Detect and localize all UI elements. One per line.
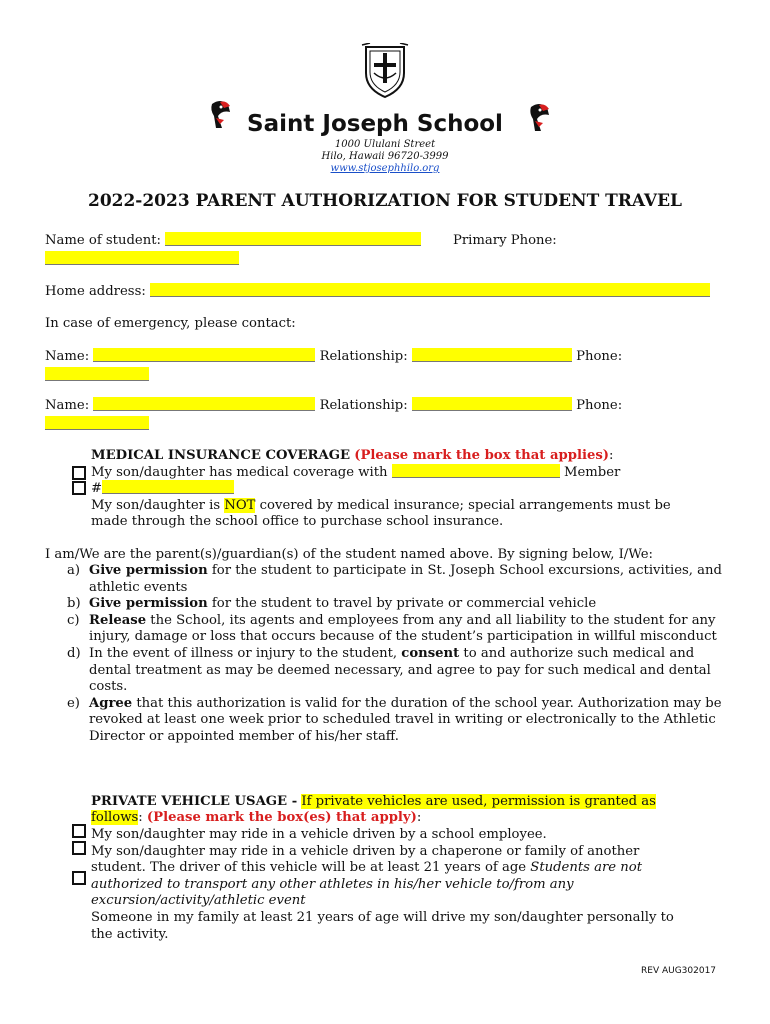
medical-heading: MEDICAL INSURANCE COVERAGE <box>91 448 351 463</box>
emergency1-relationship-field[interactable] <box>412 348 572 362</box>
student-name-field[interactable] <box>165 232 421 246</box>
home-address-label: Home address: <box>45 284 146 299</box>
home-address-field[interactable] <box>150 283 710 297</box>
vehicle-option2-line1: My son/daughter may ride in a vehicle driven by a chaperone or family of another <box>91 844 640 859</box>
emergency1-relationship-label: Relationship: <box>319 349 408 364</box>
consent-item-mark: a) <box>67 563 81 578</box>
revision-label: REV AUG302017 <box>641 966 717 976</box>
vehicle-heading: PRIVATE VEHICLE USAGE - <box>91 794 298 809</box>
medical-option2-post: covered by medical insurance; special arrangements must be <box>259 498 671 513</box>
consent-item-a <box>45 563 735 596</box>
consent-intro: I am/We are the parent(s)/guardian(s) of the student named above. By signing below, I/We: <box>45 547 653 562</box>
school-crest-logo <box>360 43 410 99</box>
emergency-intro: In case of emergency, please contact: <box>45 316 296 331</box>
vehicle-option2-line3: authorized to transport any other athletes in his/her vehicle to/from any <box>91 877 574 892</box>
no-coverage-checkbox[interactable] <box>72 481 86 495</box>
consent-item-text: that this authorization is valid for the duration of the school year. Authorization may be revoked at least one week prior to scheduled travel in writing or electronically to the Athletic Director or appointed member of his/her staff. <box>89 695 722 744</box>
medical-heading-row <box>91 447 613 464</box>
member-hash: # <box>91 481 103 496</box>
student-name-label: Name of student: <box>45 233 161 248</box>
vehicle-intro-highlight: If private vehicles are used, permission is granted as <box>301 794 656 809</box>
emergency1-name-field[interactable] <box>93 348 315 362</box>
school-city: Hilo, Hawaii 96720-3999 <box>321 151 449 162</box>
consent-item-text: for the student to participate in St. Joseph School excursions, activities, and athletic events <box>89 563 722 595</box>
chaperone-checkbox[interactable] <box>72 841 86 855</box>
school-employee-checkbox[interactable] <box>72 824 86 838</box>
medical-option2-line2: made through the school office to purchase school insurance. <box>91 514 504 529</box>
medical-instruction: (Please mark the box that applies) <box>354 448 610 463</box>
consent-item-d <box>45 646 735 696</box>
emergency1-name-label: Name: <box>45 349 90 364</box>
medical-option2-not: NOT <box>224 498 256 513</box>
primary-phone-field[interactable] <box>45 251 239 265</box>
consent-item-c <box>45 613 735 646</box>
vehicle-option3-line1: Someone in my family at least 21 years of age will drive my son/daughter personally to <box>91 910 674 925</box>
consent-item-text: to and authorize such medical and dental treatment as may be deemed necessary, and agree to pay for such medical and dental costs. <box>89 645 711 695</box>
primary-phone-label: Primary Phone: <box>453 233 557 248</box>
vehicle-colon2: : <box>416 810 422 825</box>
emergency1-phone-field[interactable] <box>45 367 149 381</box>
consent-item-mark: e) <box>67 695 80 711</box>
school-street: 1000 Ululani Street <box>334 139 436 150</box>
vehicle-option2-line2: student. The driver of this vehicle will be at least 21 years of age <box>91 860 527 875</box>
vehicle-option3-line2: the activity. <box>91 927 169 942</box>
consent-item-text: the School, its agents and employees from any and all liability to the student for any injury, damage or loss that occurs because of the student’s participation in willful misconduct <box>89 612 717 645</box>
consent-item-bold: Release <box>89 612 147 628</box>
vehicle-option2-line4: excursion/activity/athletic event <box>91 893 306 908</box>
emergency2-relationship-field[interactable] <box>412 397 572 411</box>
medical-option1-text: My son/daughter has medical coverage with <box>91 465 388 480</box>
consent-item-text: for the student to travel by private or commercial vehicle <box>207 596 597 612</box>
vehicle-colon: : <box>138 810 143 825</box>
member-number-field[interactable] <box>102 480 234 494</box>
emergency1-phone-label: Phone: <box>576 349 623 364</box>
consent-item-e <box>45 696 735 746</box>
member-label: Member <box>563 465 621 480</box>
school-website-link[interactable]: www.stjosephhilo.org <box>330 163 440 174</box>
consent-item-mark: b) <box>67 596 81 612</box>
consent-item-pre: In the event of illness or injury to the student, <box>89 645 402 661</box>
insurance-provider-field[interactable] <box>392 464 560 478</box>
emergency2-phone-field[interactable] <box>45 416 149 430</box>
vehicle-option1: My son/daughter may ride in a vehicle driven by a school employee. <box>91 827 547 842</box>
consent-item-bold: Give permission <box>89 563 208 578</box>
consent-list <box>45 563 735 746</box>
consent-item-bold: consent <box>401 645 460 661</box>
emergency2-name-field[interactable] <box>93 397 315 411</box>
emergency2-name-label: Name: <box>45 398 90 413</box>
consent-item-b <box>45 596 735 613</box>
consent-item-bold: Give permission <box>89 596 208 612</box>
medical-option2-pre: My son/daughter is <box>91 498 221 513</box>
consent-item-mark: d) <box>67 645 81 661</box>
emergency2-phone-label: Phone: <box>576 398 623 413</box>
vehicle-instruction: (Please mark the box(es) that apply) <box>146 810 417 825</box>
family-driver-checkbox[interactable] <box>72 871 86 885</box>
page-title: 2022-2023 PARENT AUTHORIZATION FOR STUDENT TRAVEL <box>87 191 682 211</box>
medical-colon: : <box>609 448 614 463</box>
emergency2-relationship-label: Relationship: <box>319 398 408 413</box>
vehicle-follows: follows <box>91 810 139 825</box>
school-name: Saint Joseph School <box>247 111 503 137</box>
consent-item-bold: Agree <box>89 695 133 711</box>
vehicle-option2-note: Students are not <box>530 860 643 875</box>
consent-item-mark: c) <box>67 612 80 628</box>
medical-coverage-checkbox[interactable] <box>72 466 86 480</box>
